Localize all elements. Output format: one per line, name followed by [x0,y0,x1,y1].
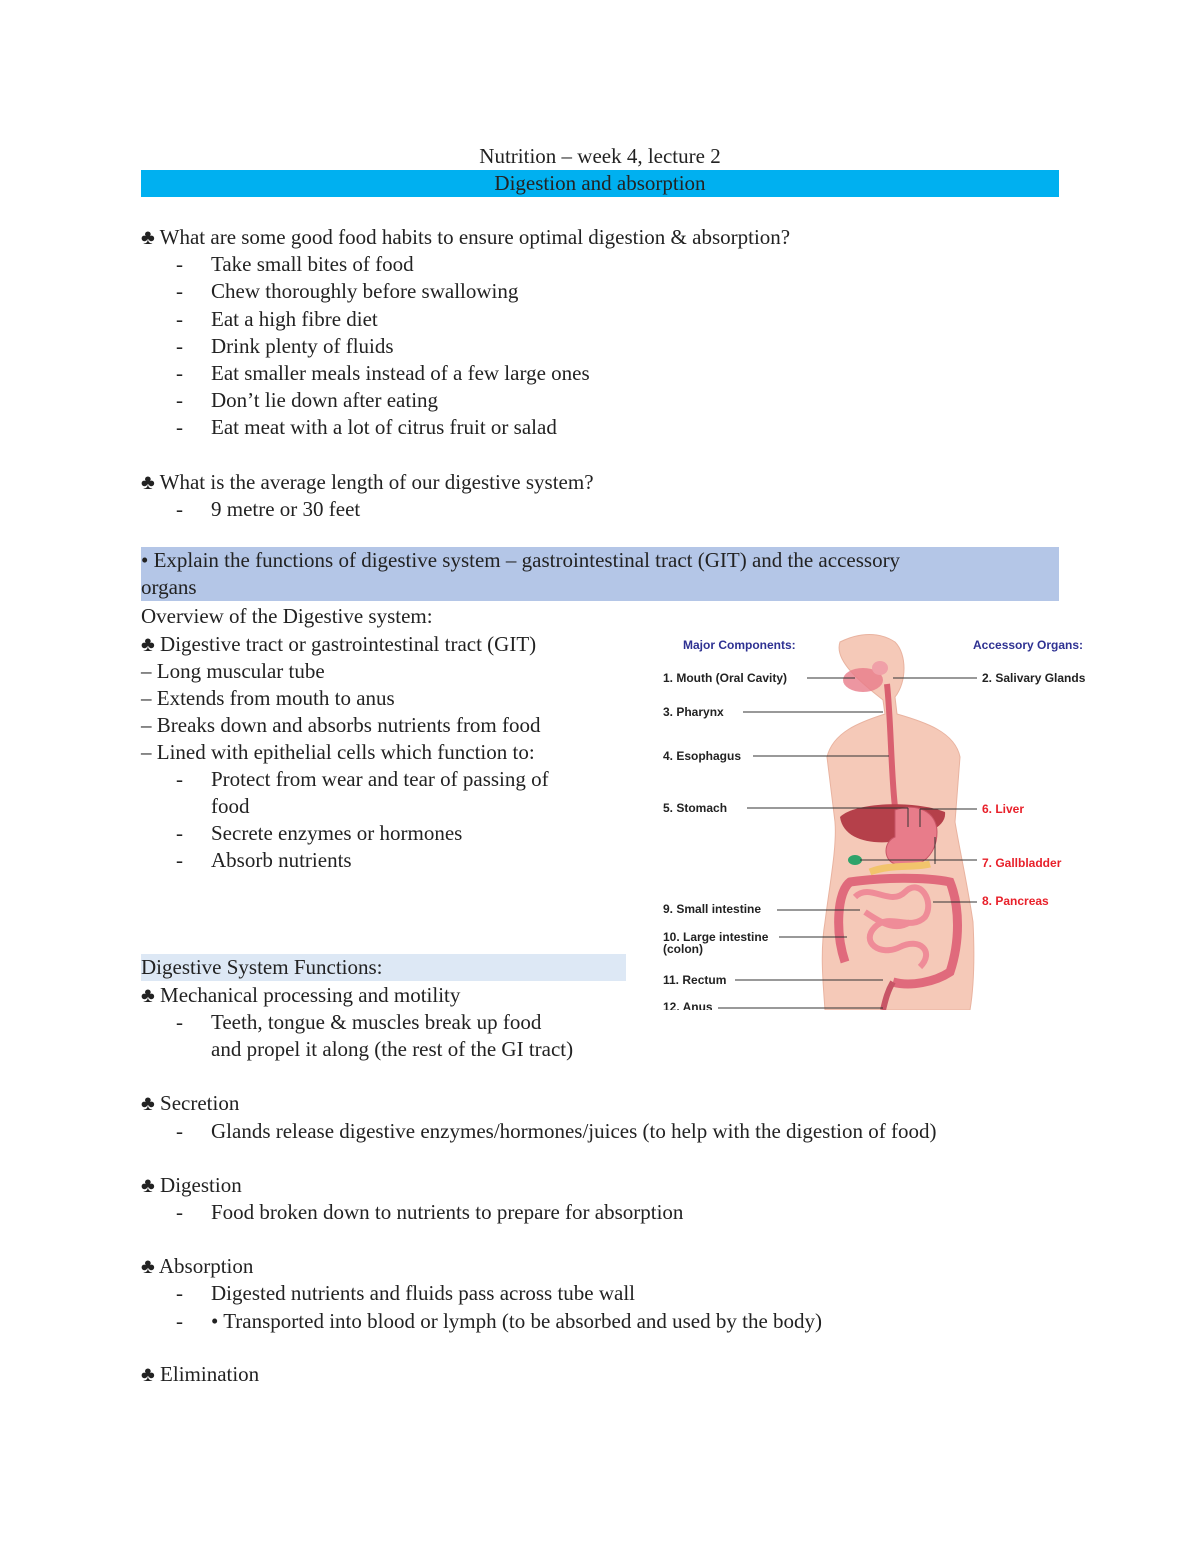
gallbladder-icon [848,855,862,865]
label-colon: (colon) [663,942,703,956]
list-item: - Eat meat with a lot of citrus fruit or salad [176,415,557,439]
list-item-cont: and propel it along (the rest of the GI tract) [211,1037,574,1061]
list-item: - Glands release digestive enzymes/hormones/juices (to help with the digestion of food) [176,1119,937,1143]
label-esophagus: 4. Esophagus [663,749,742,763]
label-anus: 12. Anus [663,1000,713,1010]
digestion-heading: ♣ Digestion [141,1173,242,1197]
text-line: – Long muscular tube [141,659,325,683]
habits-question: ♣ What are some good food habits to ensure optimal digestion & absorption? [141,225,791,249]
page-title: Nutrition – week 4, lecture 2 [479,144,721,168]
list-item: - Take small bites of food [176,252,414,276]
git-line: ♣ Digestive tract or gastrointestinal tract (GIT) [141,632,537,656]
list-item: - Teeth, tongue & muscles break up food [176,1010,542,1034]
list-item: - Food broken down to nutrients to prepare for absorption [176,1200,684,1224]
elimination-heading: ♣ Elimination [141,1362,260,1386]
list-item: - Eat a high fibre diet [176,307,378,331]
list-item-cont: food [211,794,250,818]
list-item: - • Transported into blood or lymph (to be absorbed and used by the body) [176,1309,823,1333]
list-item: - 9 metre or 30 feet [176,497,361,521]
mechanical-heading: ♣ Mechanical processing and motility [141,983,461,1007]
label-gallbladder: 7. Gallbladder [982,856,1062,870]
list-item: - Secrete enzymes or hormones [176,821,463,845]
digestive-system-diagram [655,632,1115,1010]
text-line: – Lined with epithelial cells which function to: [141,740,535,764]
list-item: - Chew thoroughly before swallowing [176,279,519,303]
list-item: - Absorb nutrients [176,848,352,872]
secretion-heading: ♣ Secretion [141,1091,240,1115]
label-stomach: 5. Stomach [663,801,728,815]
list-item: - Don’t lie down after eating [176,388,439,412]
list-item: - Eat smaller meals instead of a few large ones [176,361,590,385]
accessory-organs-title: Accessory Organs: [973,638,1084,652]
major-components-title: Major Components: [683,638,796,652]
explain-heading: • Explain the functions of digestive system – gastrointestinal tract (GIT) and the accessory organs [141,547,1059,601]
label-small-intestine: 9. Small intestine [663,902,762,916]
overview-heading: Overview of the Digestive system: [141,604,433,628]
label-rectum: 11. Rectum [663,973,727,987]
text-line: – Extends from mouth to anus [141,686,395,710]
text-line: – Breaks down and absorbs nutrients from food [141,713,541,737]
length-question: ♣ What is the average length of our digestive system? [141,470,594,494]
label-pancreas: 8. Pancreas [982,894,1049,908]
title-banner: Digestion and absorption [141,170,1059,197]
list-item: - Digested nutrients and fluids pass across tube wall [176,1281,635,1305]
label-pharynx: 3. Pharynx [663,705,724,719]
list-item: - Protect from wear and tear of passing of [176,767,549,791]
label-mouth: 1. Mouth (Oral Cavity) [663,671,788,685]
functions-heading: Digestive System Functions: [141,954,626,981]
label-large-intestine: 10. Large intestine [663,930,769,944]
label-liver: 6. Liver [982,802,1025,816]
list-item: - Drink plenty of fluids [176,334,394,358]
label-salivary: 2. Salivary Glands [982,671,1086,685]
absorption-heading: ♣ Absorption [141,1254,254,1278]
